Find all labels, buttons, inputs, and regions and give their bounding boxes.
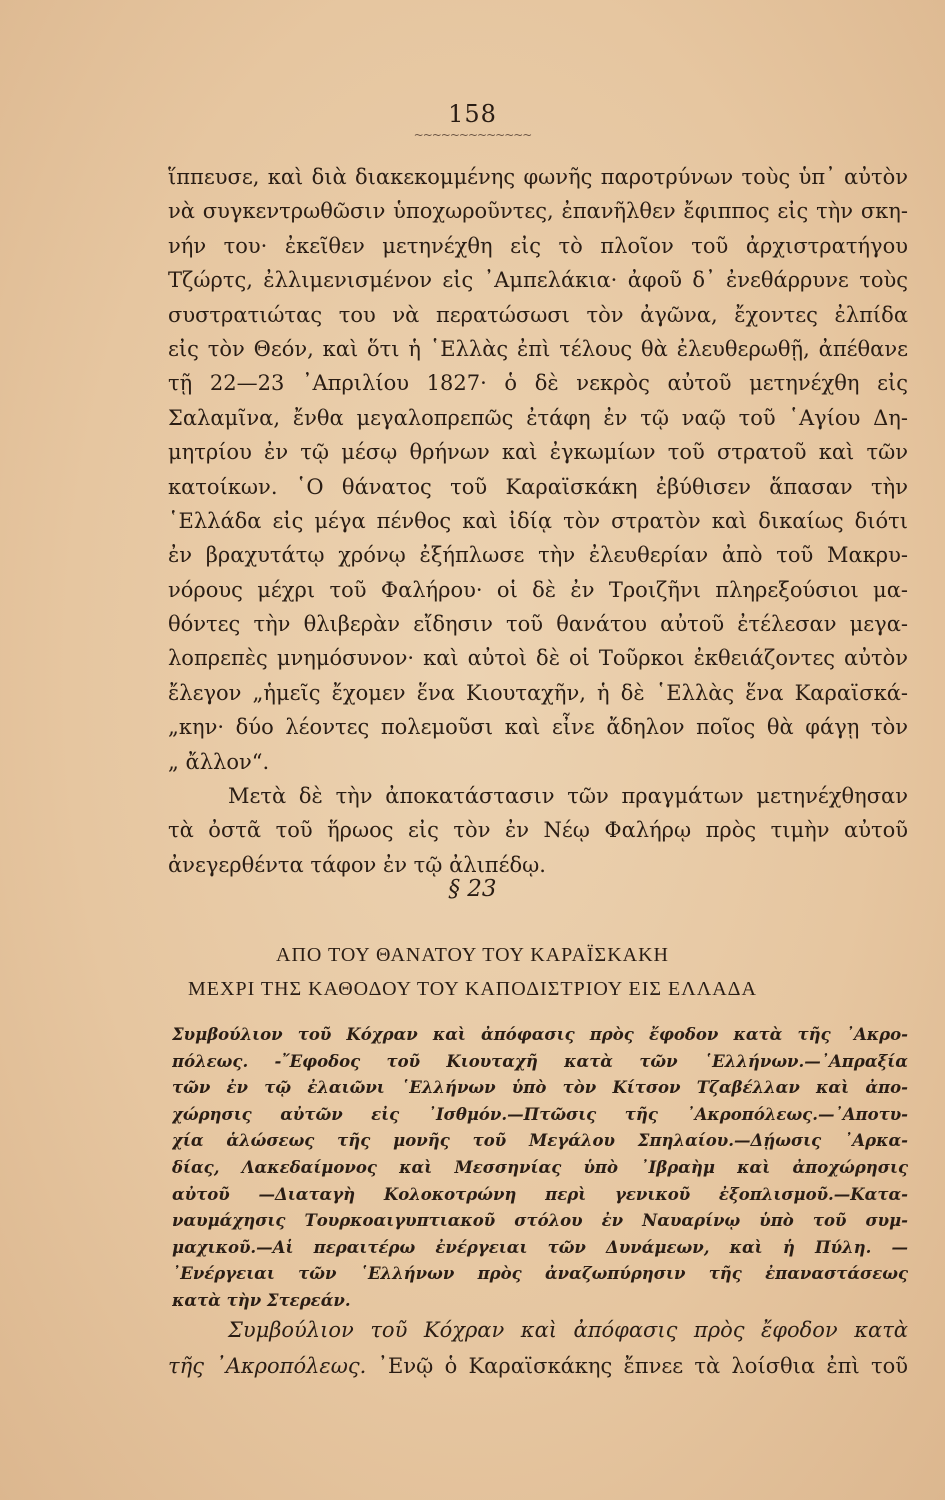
body-line: ῾Ελλάδα εἰς μέγα πένθος καὶ ἰδίᾳ τὸν στρατὸν καὶ δικαίως διότι <box>168 508 908 533</box>
summary-line: ᾿Ενέργειαι τῶν ῾Ελλήνων πρὸς ἀναζωπύρησιν τῆς ἐπαναστάσεως <box>172 1264 908 1284</box>
page-number-ornament: ~~~~~~~~~~~~~ <box>413 128 532 142</box>
closing-subtitle-end: τῆς ᾿Ακροπόλεως. <box>168 1354 367 1378</box>
summary-line: κατὰ τὴν Στερεάν. <box>172 1290 351 1310</box>
body-line: νὰ συγκεντρωθῶσιν ὑποχωροῦντες, ἐπανῆλθεν ἔφιππος εἰς τὴν σκη- <box>168 199 908 224</box>
section-number: § 23 <box>448 876 497 902</box>
closing-paragraph <box>168 1312 908 1384</box>
body-line: „κην· δύο λέοντες πολεμοῦσι καὶ εἶνε ἄδηλον ποῖος θὰ φάγῃ τὸν <box>168 715 908 740</box>
body-line: ἐν βραχυτάτῳ χρόνῳ ἐξήπλωσε τὴν ἐλευθερίαν ἀπὸ τοῦ Μακρυ- <box>168 543 908 568</box>
body-line: λοπρεπὲς μνημόσυνον· καὶ αὐτοὶ δὲ οἱ Τοῦρκοι ἐκθειάζοντες αὐτὸν <box>168 646 908 671</box>
summary-line: τῶν ἐν τῷ ἐλαιῶνι ῾Ελλήνων ὑπὸ τὸν Κίτσον Τζαβέλλαν καὶ ἀπο- <box>172 1078 908 1098</box>
body-line: ἀνεγερθέντα τάφον ἐν τῷ ἀλιπέδῳ. <box>168 852 546 877</box>
body-line: ἵππευσε, καὶ διὰ διακεκομμένης φωνῆς παροτρύνων τοὺς ὑπ᾽ αὐτὸν <box>168 165 908 189</box>
body-line: τῇ 22—23 ᾿Απριλίου 1827· ὁ δὲ νεκρὸς αὐτοῦ μετηνέχθη εἰς <box>168 371 908 396</box>
body-line: εἰς τὸν Θεόν, καὶ ὅτι ἡ ῾Ελλὰς ἐπὶ τέλους θὰ ἐλευθερωθῇ, ἀπέθανε <box>168 336 908 361</box>
body-line: Μετὰ δὲ τὴν ἀποκατάστασιν τῶν πραγμάτων μετηνέχθησαν <box>228 784 908 809</box>
closing-text: ᾿Ενῷ ὁ Καραϊσκάκης ἔπνεε τὰ λοίσθια ἐπὶ τοῦ <box>366 1354 908 1378</box>
closing-line: Συμβούλιον τοῦ Κόχραν καὶ ἀπόφασις πρὸς ἔφοδον κατὰ <box>228 1318 908 1342</box>
body-line: „ ἄλλον“. <box>168 749 270 774</box>
body-line: θόντες τὴν θλιβερὰν εἴδησιν τοῦ θανάτου αὐτοῦ ἐτέλεσαν μεγα- <box>168 612 908 637</box>
body-line: κατοίκων. ῾Ο θάνατος τοῦ Καραϊσκάκη ἐβύθισεν ἅπασαν τὴν <box>168 474 908 499</box>
section-heading-line2: ΜΕΧΡΙ ΤΗΣ ΚΑΘΟΔΟΥ ΤΟΥ ΚΑΠΟΔΙΣΤΡΙΟΥ ΕΙΣ ΕΛΛΑΔΑ <box>188 978 757 1000</box>
section-summary <box>172 1022 908 1315</box>
closing-line <box>168 1348 908 1384</box>
body-line: νόρους μέχρι τοῦ Φαλήρου· οἱ δὲ ἐν Τροιζῆνι πληρεξούσιοι μα- <box>168 577 908 602</box>
summary-line: χία ἁλώσεως τῆς μονῆς τοῦ Μεγάλου Σπηλαίου.—Δῄωσις ᾿Αρκα- <box>172 1131 908 1151</box>
body-line: μητρίου ἐν τῷ μέσῳ θρήνων καὶ ἐγκωμίων τοῦ στρατοῦ καὶ τῶν <box>168 440 908 465</box>
body-line: Σαλαμῖνα, ἔνθα μεγαλοπρεπῶς ἐτάφη ἐν τῷ ναῷ τοῦ ῾Αγίου Δη- <box>168 405 908 430</box>
summary-line: πόλεως. -῎Εφοδος τοῦ Κιουταχῆ κατὰ τῶν ῾Ελλήνων.—᾿Απραξία <box>172 1051 908 1071</box>
section-heading-line1: ΑΠΟ ΤΟΥ ΘΑΝΑΤΟΥ ΤΟΥ ΚΑΡΑΪΣΚΑΚΗ <box>276 944 669 966</box>
page-number: 158 <box>448 100 497 128</box>
summary-line: αὐτοῦ —Διαταγὴ Κολοκοτρώνη περὶ γενικοῦ ἐξοπλισμοῦ.—Κατα- <box>172 1184 908 1204</box>
body-line: Τζώρτς, ἐλλιμενισμένον εἰς ᾿Αμπελάκια· ἀφοῦ δ᾽ ἐνεθάρρυνε τοὺς <box>168 268 908 293</box>
body-line: τὰ ὀστᾶ τοῦ ἥρωος εἰς τὸν ἐν Νέῳ Φαλήρῳ πρὸς τιμὴν αὐτοῦ <box>168 818 908 843</box>
body-line: νήν του· ἐκεῖθεν μετηνέχθη εἰς τὸ πλοῖον τοῦ ἀρχιστρατήγου <box>168 233 908 258</box>
main-paragraph <box>168 160 908 882</box>
summary-line: Συμβούλιον τοῦ Κόχραν καὶ ἀπόφασις πρὸς ἔφοδον κατὰ τῆς ᾿Ακρο- <box>172 1025 908 1044</box>
body-line: ἔλεγον „ἡμεῖς ἔχομεν ἕνα Κιουταχῆν, ἡ δὲ ῾Ελλὰς ἕνα Καραϊσκά- <box>168 680 908 705</box>
summary-line: μαχικοῦ.—Αἱ περαιτέρω ἐνέργειαι τῶν Δυνάμεων, καὶ ἡ Πύλη. — <box>172 1237 908 1257</box>
summary-line: δίας, Λακεδαίμονος καὶ Μεσσηνίας ὑπὸ ᾿Ιβραὴμ καὶ ἀποχώρησις <box>172 1157 908 1177</box>
body-line: συστρατιώτας του νὰ περατώσωσι τὸν ἀγῶνα, ἔχοντες ἐλπίδα <box>168 302 908 327</box>
summary-line: ναυμάχησις Τουρκοαιγυπτιακοῦ στόλου ἐν Ναυαρίνῳ ὑπὸ τοῦ συμ- <box>172 1211 908 1231</box>
summary-line: χώρησις αὐτῶν εἰς ᾿Ισθμόν.—Πτῶσις τῆς ᾿Ακροπόλεως.—᾿Αποτυ- <box>172 1104 908 1124</box>
